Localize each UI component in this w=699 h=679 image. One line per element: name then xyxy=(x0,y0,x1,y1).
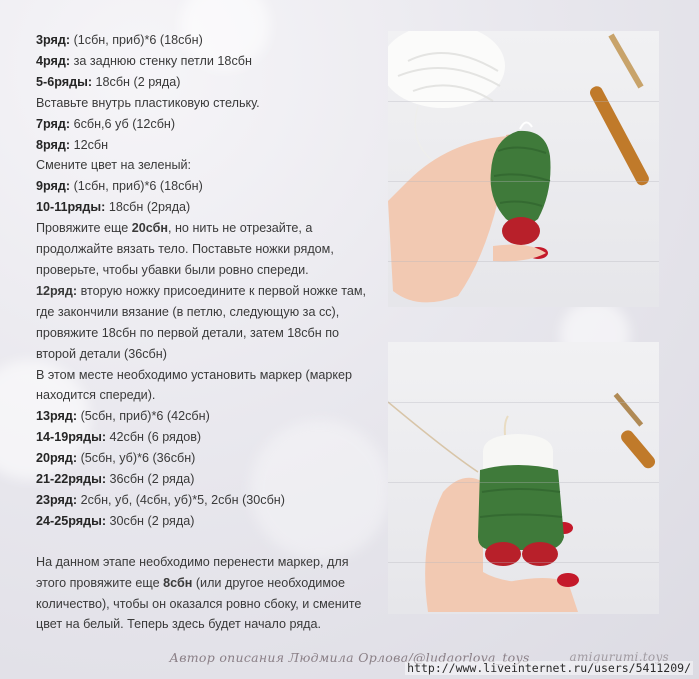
row-text: 18сбн (2ряда) xyxy=(105,200,191,215)
instruction-list-1 xyxy=(36,30,381,218)
photo-legs-in-hand xyxy=(388,31,659,307)
instruction-row xyxy=(36,155,381,176)
paragraph-1: Провяжите еще 20сбн, но нить не отрезайте, а продолжайте вязать тело. Поставьте ножки рядом, проверьте, чтобы убавки были ровно спереди. xyxy=(36,221,334,277)
paragraph-marker: В этом месте необходимо установить маркер (маркер находится спереди). xyxy=(36,367,353,403)
nail xyxy=(557,573,579,587)
photo-1-illustration xyxy=(388,31,659,307)
row-label: 4ряд: xyxy=(36,53,71,68)
photo-body-in-hand xyxy=(388,342,659,614)
row-label: 5-6ряды: xyxy=(36,74,93,89)
instruction-row xyxy=(36,490,381,511)
row-text: 2сбн, уб, (4сбн, уб)*5, 2сбн (30сбн) xyxy=(77,492,285,507)
row-label: 8ряд: xyxy=(36,137,71,152)
author-credit: Автор описания Людмила Орлова/@ludaorlova_toys xyxy=(169,650,530,665)
instruction-row xyxy=(36,511,381,532)
yarn-strand xyxy=(388,402,478,472)
instruction-row xyxy=(36,93,381,114)
site-mark: amigurumi.toys xyxy=(569,650,669,664)
instruction-row xyxy=(36,448,381,469)
green-body xyxy=(478,465,564,550)
row-label: 9ряд: xyxy=(36,179,71,194)
row-label: 24-25ряды: xyxy=(36,513,107,528)
row-label: 14-19ряды: xyxy=(36,430,107,445)
red-foot xyxy=(502,217,540,245)
row-label: 10-11ряды: xyxy=(36,200,106,215)
row-text: 42сбн (6 рядов) xyxy=(106,430,202,445)
row-text: 6сбн,6 уб (12сбн) xyxy=(70,116,176,131)
pattern-text xyxy=(36,30,381,635)
row-label: 20ряд: xyxy=(36,451,78,466)
photo-2-illustration xyxy=(388,342,659,614)
instruction-row xyxy=(36,469,381,490)
row-text: (1сбн, приб)*6 (18сбн) xyxy=(70,33,203,47)
instruction-row xyxy=(36,176,381,197)
instruction-row xyxy=(36,72,381,93)
crochet-hook-wood xyxy=(608,34,643,89)
instruction-row xyxy=(36,114,381,135)
row-label: 23ряд: xyxy=(36,492,78,507)
row-text: Смените цвет на зеленый: xyxy=(36,158,192,173)
crochet-hook-orange xyxy=(588,84,651,187)
instruction-row xyxy=(36,51,381,72)
row-text: (5сбн, уб)*6 (36сбн) xyxy=(77,451,196,466)
instruction-row xyxy=(36,406,381,427)
instruction-row xyxy=(36,135,381,156)
crochet-hook-orange xyxy=(619,428,658,471)
row-text: (1сбн, приб)*6 (18сбн) xyxy=(70,179,203,194)
instruction-row xyxy=(36,427,381,448)
row-label: 3ряд: xyxy=(36,33,71,47)
row-text: 36сбн (2 ряда) xyxy=(106,472,195,487)
row-text: (5сбн, приб)*6 (42сбн) xyxy=(77,409,210,424)
instruction-row xyxy=(36,197,381,218)
row-label: 21-22ряды: xyxy=(36,472,107,487)
instruction-row xyxy=(36,30,381,51)
row-text: 30сбн (2 ряда) xyxy=(106,513,195,528)
row-label: 7ряд: xyxy=(36,116,71,131)
row-label: 13ряд: xyxy=(36,409,78,424)
row-text: 18сбн (2 ряда) xyxy=(92,74,181,89)
paragraph-final: На данном этапе необходимо перенести маркер, для этого провяжите еще 8сбн (или другое необходимое количество), чтобы он оказался ровно сбоку, и смените цвет на белый. Теперь здесь будет начало ряда. xyxy=(36,554,362,632)
row-text: 12сбн xyxy=(70,137,109,152)
source-watermark: http://www.liveinternet.ru/users/5411209/ xyxy=(407,661,691,675)
instruction-list-2 xyxy=(36,406,381,531)
yarn-ball-white xyxy=(388,31,505,108)
row-text: за заднюю стенку петли 18сбн xyxy=(70,53,252,68)
row-text: Вставьте внутрь пластиковую стельку. xyxy=(36,95,260,110)
paragraph-row-12: 12ряд: вторую ножку присоедините к первой ножке там, где закончили вязание (в петлю, следующую за сс), провяжите 18сбн по первой детали, затем 18сбн по второй детали (36сбн) xyxy=(36,283,367,361)
